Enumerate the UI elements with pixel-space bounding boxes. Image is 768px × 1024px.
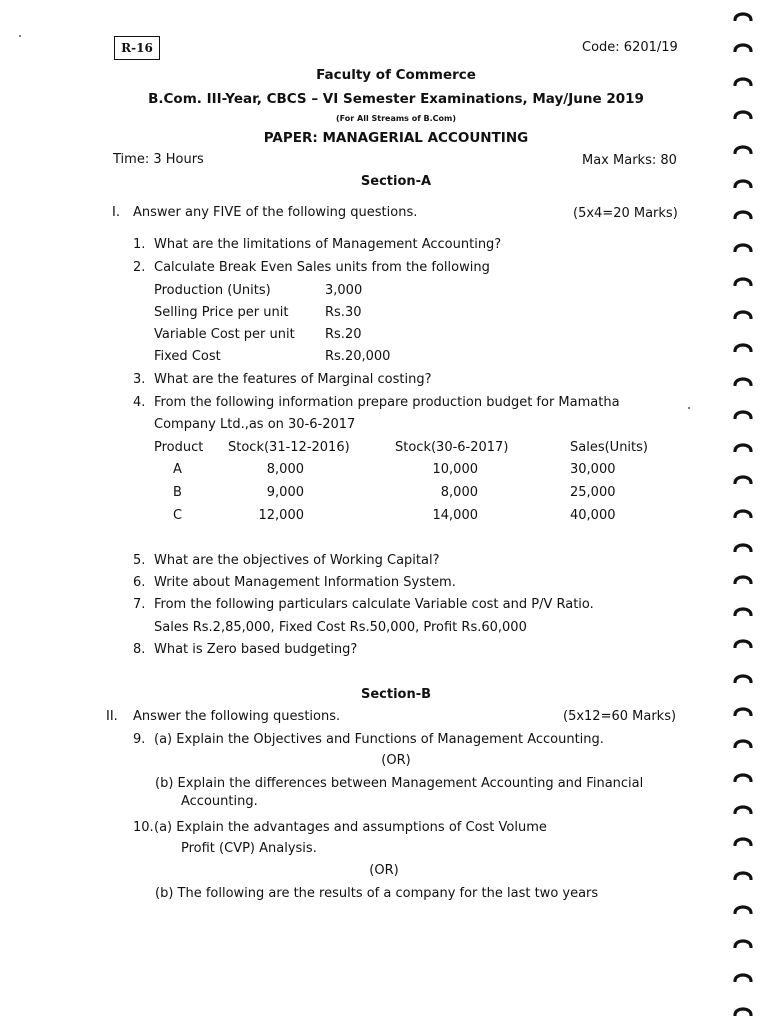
binding-hole-mark xyxy=(733,802,753,814)
binding-hole-mark xyxy=(733,40,753,52)
binding-hole-mark xyxy=(733,868,753,880)
streams-note: (For All Streams of B.Com) xyxy=(336,114,456,123)
binding-hole-mark xyxy=(733,770,753,782)
table-cell: C xyxy=(173,508,183,523)
section-b-roman: II. xyxy=(106,709,118,724)
register-code: R-16 xyxy=(121,41,153,55)
binding-hole-mark xyxy=(733,1004,753,1016)
binding-hole-mark xyxy=(733,207,753,219)
paper-title: PAPER: MANAGERIAL ACCOUNTING xyxy=(263,130,529,146)
q7-text: From the following particulars calculate Variable cost and P/V Ratio. xyxy=(154,597,594,612)
q9b-text-cont: Accounting. xyxy=(181,794,258,809)
q2-row-value: Rs.30 xyxy=(325,305,362,320)
binding-hole-mark xyxy=(733,736,753,748)
q2-row-label: Selling Price per unit xyxy=(154,305,289,320)
q6-text: Write about Management Information System. xyxy=(154,575,456,590)
scan-speck xyxy=(19,35,21,37)
binding-hole-mark xyxy=(733,472,753,484)
faculty-title: Faculty of Commerce xyxy=(316,67,476,83)
q5-text: What are the objectives of Working Capital? xyxy=(154,553,440,568)
q10b-text: (b) The following are the results of a company for the last two years xyxy=(155,886,599,901)
q8-text: What is Zero based budgeting? xyxy=(154,642,358,657)
q8-number: 8. xyxy=(133,642,146,657)
binding-hole-mark xyxy=(733,240,753,252)
paper-code: Code: 6201/19 xyxy=(582,40,678,55)
register-code-box xyxy=(114,36,160,60)
q2-row-value: Rs.20,000 xyxy=(325,349,391,364)
table-cell: 10,000 xyxy=(432,462,478,477)
binding-hole-mark xyxy=(733,936,753,948)
q7-number: 7. xyxy=(133,597,146,612)
binding-hole-mark xyxy=(733,834,753,846)
binding-hole-mark xyxy=(733,176,753,188)
q9-number: 9. xyxy=(133,732,146,747)
binding-hole-mark xyxy=(733,540,753,552)
section-b-title: Section-B xyxy=(360,687,432,702)
q4-text-cont: Company Ltd.,as on 30-6-2017 xyxy=(154,417,356,432)
binding-hole-mark xyxy=(733,902,753,914)
q3-text: What are the features of Marginal costing? xyxy=(154,372,432,387)
table-cell: 30,000 xyxy=(570,462,616,477)
binding-hole-mark xyxy=(733,604,753,616)
section-a-roman: I. xyxy=(112,205,120,220)
section-a-title: Section-A xyxy=(360,174,432,189)
binding-hole-mark xyxy=(733,970,753,982)
q10a-text: (a) Explain the advantages and assumptions of Cost Volume xyxy=(154,820,547,835)
table-header: Product xyxy=(154,440,204,455)
table-cell: 25,000 xyxy=(570,485,616,500)
section-b-marks: (5x12=60 Marks) xyxy=(563,709,677,724)
binding-hole-mark xyxy=(733,274,753,286)
q9a-text: (a) Explain the Objectives and Functions of Management Accounting. xyxy=(154,732,604,747)
q2-text: Calculate Break Even Sales units from the following xyxy=(154,260,490,275)
q4-number: 4. xyxy=(133,395,146,410)
q2-row-value: Rs.20 xyxy=(325,327,362,342)
q2-number: 2. xyxy=(133,260,146,275)
binding-hole-mark xyxy=(733,636,753,648)
binding-hole-mark xyxy=(733,704,753,716)
q5-number: 5. xyxy=(133,553,146,568)
table-header: Stock(31-12-2016) xyxy=(228,440,350,455)
binding-hole-mark xyxy=(733,374,753,386)
binding-hole-mark xyxy=(733,506,753,518)
q10a-text-cont: Profit (CVP) Analysis. xyxy=(181,841,317,856)
binding-hole-mark xyxy=(733,440,753,452)
q2-row-value: 3,000 xyxy=(325,283,363,298)
q7-text-cont: Sales Rs.2,85,000, Fixed Cost Rs.50,000, Profit Rs.60,000 xyxy=(154,620,527,635)
table-cell: A xyxy=(173,462,182,477)
max-marks: Max Marks: 80 xyxy=(582,153,677,168)
binding-hole-mark xyxy=(733,9,753,21)
binding-hole-mark xyxy=(733,407,753,419)
q10-number: 10. xyxy=(133,820,154,835)
q9b-text: (b) Explain the differences between Management Accounting and Financial xyxy=(155,776,644,791)
q3-number: 3. xyxy=(133,372,146,387)
q9-or: (OR) xyxy=(381,753,411,768)
table-cell: 40,000 xyxy=(570,508,616,523)
q10-or: (OR) xyxy=(369,863,399,878)
table-cell: 8,000 xyxy=(440,485,478,500)
q2-row-label: Production (Units) xyxy=(154,283,271,298)
table-cell: B xyxy=(173,485,182,500)
binding-hole-mark xyxy=(733,142,753,154)
table-cell: 14,000 xyxy=(432,508,478,523)
time-allowed: Time: 3 Hours xyxy=(113,152,204,167)
section-a-instruction: Answer any FIVE of the following questions. xyxy=(133,205,418,220)
binding-hole-mark xyxy=(733,74,753,86)
table-cell: 8,000 xyxy=(266,462,304,477)
scan-speck xyxy=(688,407,690,409)
q4-text: From the following information prepare production budget for Mamatha xyxy=(154,395,620,410)
table-header: Sales(Units) xyxy=(570,440,648,455)
binding-hole-mark xyxy=(733,340,753,352)
binding-hole-mark xyxy=(733,107,753,119)
section-a-marks: (5x4=20 Marks) xyxy=(573,206,678,221)
q1-text: What are the limitations of Management Accounting? xyxy=(154,237,502,252)
table-cell: 12,000 xyxy=(258,508,304,523)
binding-hole-mark xyxy=(733,671,753,683)
table-header: Stock(30-6-2017) xyxy=(395,440,509,455)
section-b-instruction: Answer the following questions. xyxy=(133,709,341,724)
q2-row-label: Fixed Cost xyxy=(154,349,221,364)
table-cell: 9,000 xyxy=(266,485,304,500)
binding-hole-mark xyxy=(733,572,753,584)
q1-number: 1. xyxy=(133,237,146,252)
q2-row-label: Variable Cost per unit xyxy=(154,327,295,342)
binding-hole-mark xyxy=(733,307,753,319)
exam-title: B.Com. III-Year, CBCS – VI Semester Examinations, May/June 2019 xyxy=(148,91,644,107)
q6-number: 6. xyxy=(133,575,146,590)
